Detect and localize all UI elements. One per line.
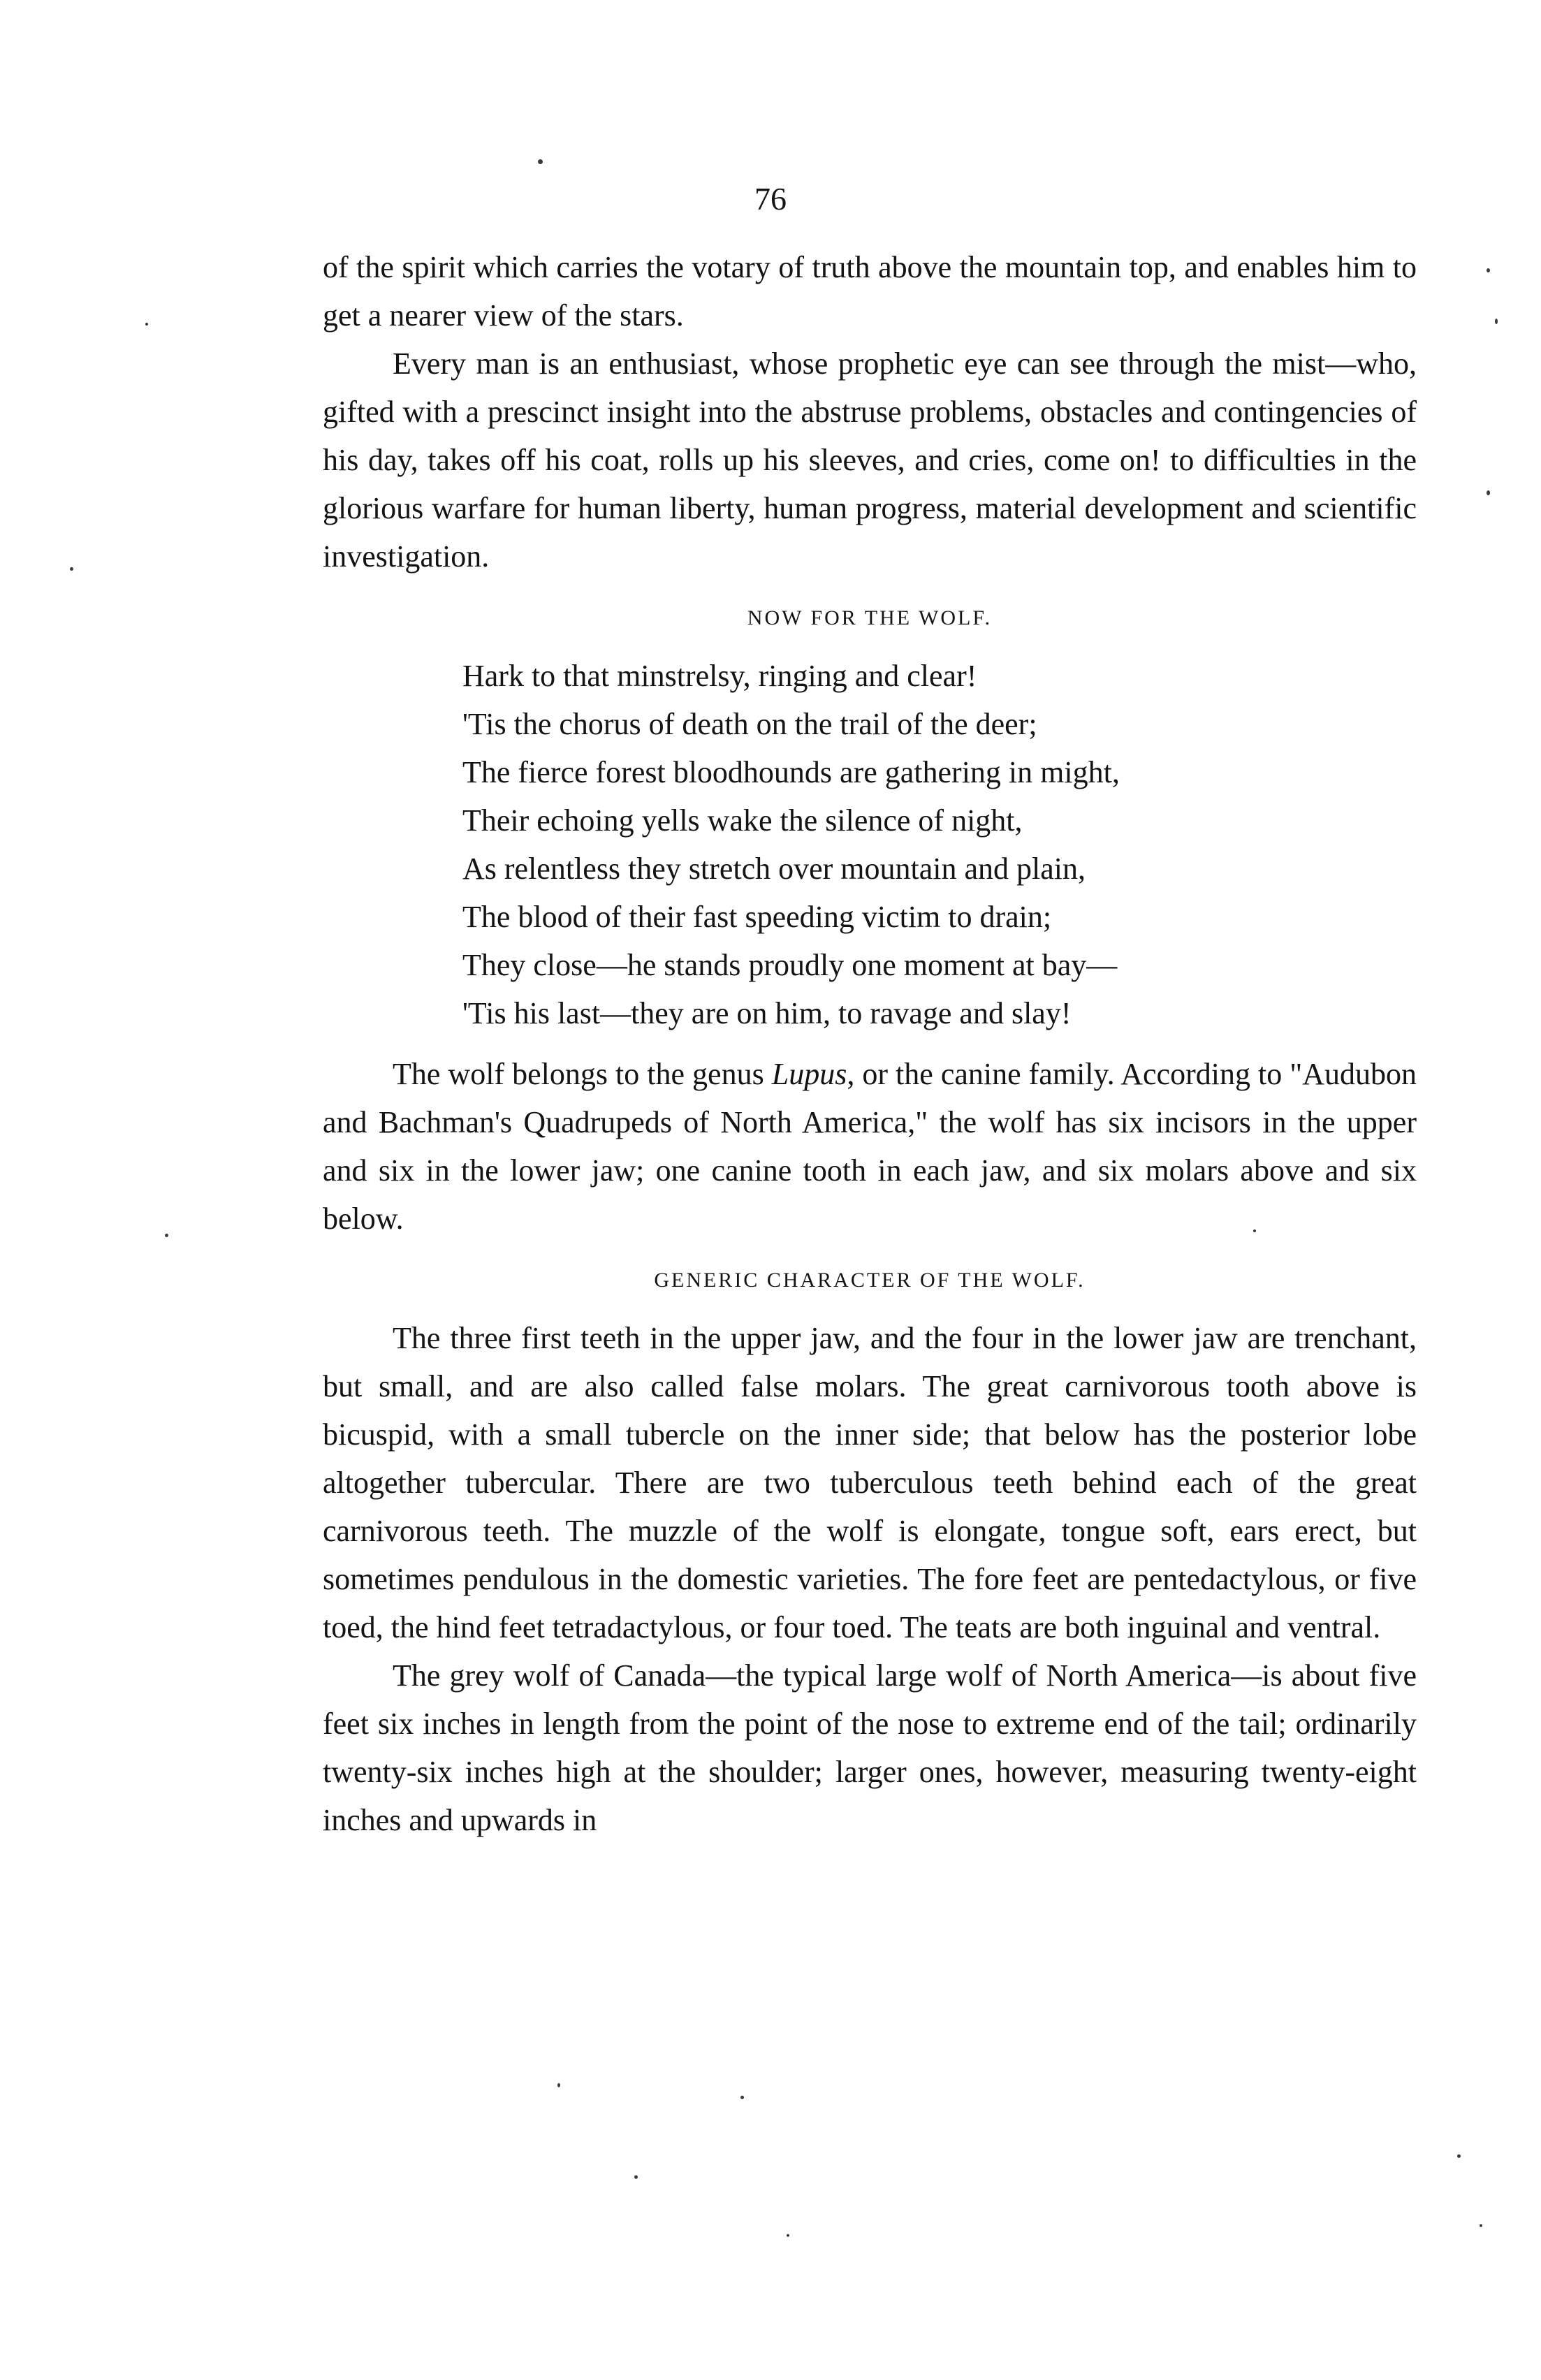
scan-speck [740,2096,744,2099]
poem-heading: NOW FOR THE WOLF. [747,606,993,629]
scan-speck [1253,1229,1256,1232]
poem-line: They close—he stands proudly one moment at bay— [462,948,1118,982]
scan-speck [557,2083,560,2087]
teeth-description-paragraph: The three first teeth in the upper jaw, and the four in the lower jaw are trenchant, but small, and are also called false molars. The great carnivorous tooth above is bicuspid, with a small tubercle on the inner side; that below has the posterior lobe altogether tubercular. There are two tuberculous teeth behind each of the great carnivorous teeth. The muzzle of the wolf is elongate, tongue soft, ears erect, but sometimes pendulous in the domestic varieties. The fore feet are pentedactylous, or five toed, the hind feet tetradactylous, or four toed. The teats are both inguinal and ventral. [323,1321,1417,1644]
poem-line: 'Tis his last—they are on him, to ravage and slay! [462,996,1072,1030]
scan-speck [1487,490,1490,495]
page-body [323,243,1417,1844]
grey-wolf-paragraph: The grey wolf of Canada—the typical large wolf of North America—is about five feet six inches in length from the point of the nose to extreme end of the tail; ordinarily twenty-six inches high at the shoulder; larger ones, however, measuring twenty-eight inches and upwards in [323,1658,1417,1837]
scan-speck [1495,319,1498,324]
scan-speck [145,323,148,326]
poem-line: 'Tis the chorus of death on the trail of the deer; [462,707,1037,741]
genus-text-before: The wolf belongs to the genus [393,1057,772,1091]
wolf-genus-paragraph [323,1050,1417,1243]
scan-speck [1487,268,1490,272]
generic-character-heading: GENERIC CHARACTER OF THE WOLF. [654,1269,1086,1292]
enthusiast-paragraph: Every man is an enthusiast, whose prophetic eye can see through the mist—who, gifted with a prescinct insight into the abstruse problems, obstacles and contingencies of his day, takes off his coat, rolls up his sleeves, and cries, come on! to difficulties in the glorious warfare for human liberty, human progress, material development and scientific investigation. [323,346,1417,574]
poem-line: As relentless they stretch over mountain and plain, [462,852,1086,886]
scan-speck [787,2234,789,2237]
poem-line: Hark to that minstrelsy, ringing and clear! [462,659,977,693]
scan-speck [1480,2224,1482,2227]
scan-speck [538,159,543,164]
page-number: 76 [754,181,787,217]
poem-line: The blood of their fast speeding victim to drain; [462,900,1052,934]
poem-stanza [462,652,1417,1037]
scan-speck [634,2175,638,2179]
poem-line: The fierce forest bloodhounds are gathering in might, [462,755,1120,789]
genus-text-after: , or the canine family. According to "Audubon and Bachman's Quadrupeds of North America," the wolf has six incisors in the upper and six in the lower jaw; one canine tooth in each jaw, and six molars above and six below. [323,1057,1417,1236]
genus-name-italic: Lupus [771,1057,847,1091]
scan-speck [165,1234,168,1237]
poem-line: Their echoing yells wake the silence of night, [462,803,1023,838]
scan-speck [70,567,73,571]
scan-speck [1457,2154,1461,2158]
intro-paragraph-continued: of the spirit which carries the votary of truth above the mountain top, and enables him to get a nearer view of the stars. [323,250,1417,333]
